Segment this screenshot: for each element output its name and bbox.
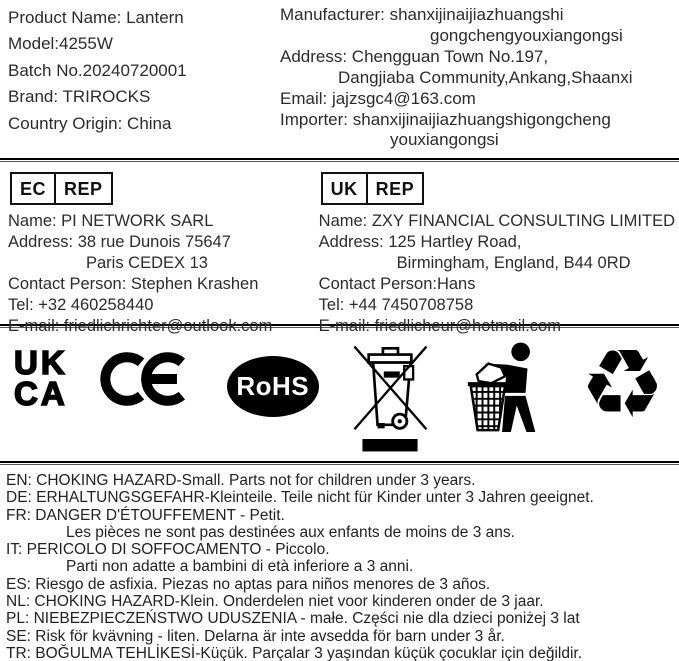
recycling-symbol-icon: ♻ [579,330,665,440]
ec-rep-block [8,170,319,335]
warning-en: EN: CHOKING HAZARD-Small. Parts not for children under 3 years. [6,472,476,489]
warning-es: ES: Riesgo de asfixia. Piezas no aptas para niños menores de 3 años. [6,575,491,593]
product-details [8,5,280,158]
uk-badge-right: REP [366,174,423,203]
ukca-line2: CA [14,375,68,413]
warning-de: DE: ERHALTUNGSGEFAHR-Kleinteile. Teile nicht für Kinder unter 3 Jahren geeignet. [6,489,594,507]
uk-rep-contact: Contact Person:Hans [318,274,476,293]
manufacturer-name: Manufacturer: shanxijinaijiazhuangshi [280,5,564,24]
representatives-section [0,162,679,335]
batch-number: Batch No.20240720001 [8,60,187,80]
uk-rep-tel: Tel: +44 7450708758 [318,295,474,314]
manufacturer-address-cont: Dangjiaba Community,Ankang,Shaanxi [338,67,633,87]
ec-rep-tel: Tel: +32 460258440 [8,295,154,314]
warning-fr: FR: DANGER D'ÉTOUFFEMENT - Petit. [6,506,285,524]
ec-rep-badge [10,172,113,205]
warning-fr-cont: Les pièces ne sont pas destinées aux enfants de moins de 3 ans. [66,523,515,541]
ec-rep-name: Name: PI NETWORK SARL [8,212,214,230]
ce-mark-icon [99,348,196,415]
uk-badge-left: UK [330,179,358,199]
ec-rep-address-cont: Paris CEDEX 13 [86,253,208,272]
country-origin: Country Origin: China [8,113,172,133]
ec-rep-contact: Contact Person: Stephen Krashen [8,274,259,293]
uk-rep-address: Address: 125 Hartley Road, [318,232,522,251]
importer-name-cont: youxiangongsi [390,130,499,150]
tidy-man-icon [461,340,549,445]
product-model: Model:4255W [8,34,113,54]
ukca-mark-icon [14,344,68,413]
manufacturer-name-cont: gongchengyouxiangongsi [430,25,623,45]
brand: Brand: TRIROCKS [8,87,151,107]
warning-it-cont: Parti non adatte a bambini di età inferiore a 3 anni. [66,558,414,576]
warning-tr: TR: BOĞULMA TEHLİKESİ-Küçük. Parçalar 3 yaşından küçük çocuklar için değildir. [6,644,583,661]
weee-crossed-bin-icon [350,340,430,463]
warning-se: SE: Risk för kvävning - liten. Delarna är inte avsedda för barn under 3 år. [6,627,505,645]
ukca-line1: UK [14,344,68,381]
uk-rep-block [318,170,675,335]
warning-pl: PL: NIEBEZPIECZEŃSTWO UDUSZENIA - małe. Części nie dla dzieci poniżej 3 lat [6,610,580,628]
uk-rep-email: E-mail: friedlicheur@hotmail.com [318,316,561,335]
ec-badge-left: EC [20,179,47,199]
ec-badge-right: REP [54,174,111,203]
manufacturer-address: Address: Chengguan Town No.197, [280,46,549,66]
certification-marks-section [0,328,679,461]
rohs-mark-icon [227,356,319,417]
warnings-section [0,465,679,661]
product-info-section [0,0,679,158]
warning-it: IT: PERICOLO DI SOFFOCAMENTO - Piccolo. [6,541,330,559]
product-name: Product Name: Lantern [8,8,184,27]
uk-rep-name: Name: ZXY FINANCIAL CONSULTING LIMITED [318,212,675,230]
ec-rep-address: Address: 38 rue Dunois 75647 [8,232,231,251]
warning-nl: NL: CHOKING HAZARD-Klein. Onderdelen niet voor kinderen onder de 3 jaar. [6,593,544,611]
importer-name: Importer: shanxijinaijiazhuangshigongcheng [280,109,611,129]
uk-rep-address-cont: Birmingham, England, B44 0RD [396,253,631,272]
manufacturer-email: Email: jajzsgc4@163.com [280,88,476,108]
manufacturer-details [280,5,675,158]
rohs-label: RoHS [236,371,310,401]
uk-rep-badge [321,172,425,205]
ec-rep-email: E-mail: friedlichrichter@outlook.com [8,316,273,335]
